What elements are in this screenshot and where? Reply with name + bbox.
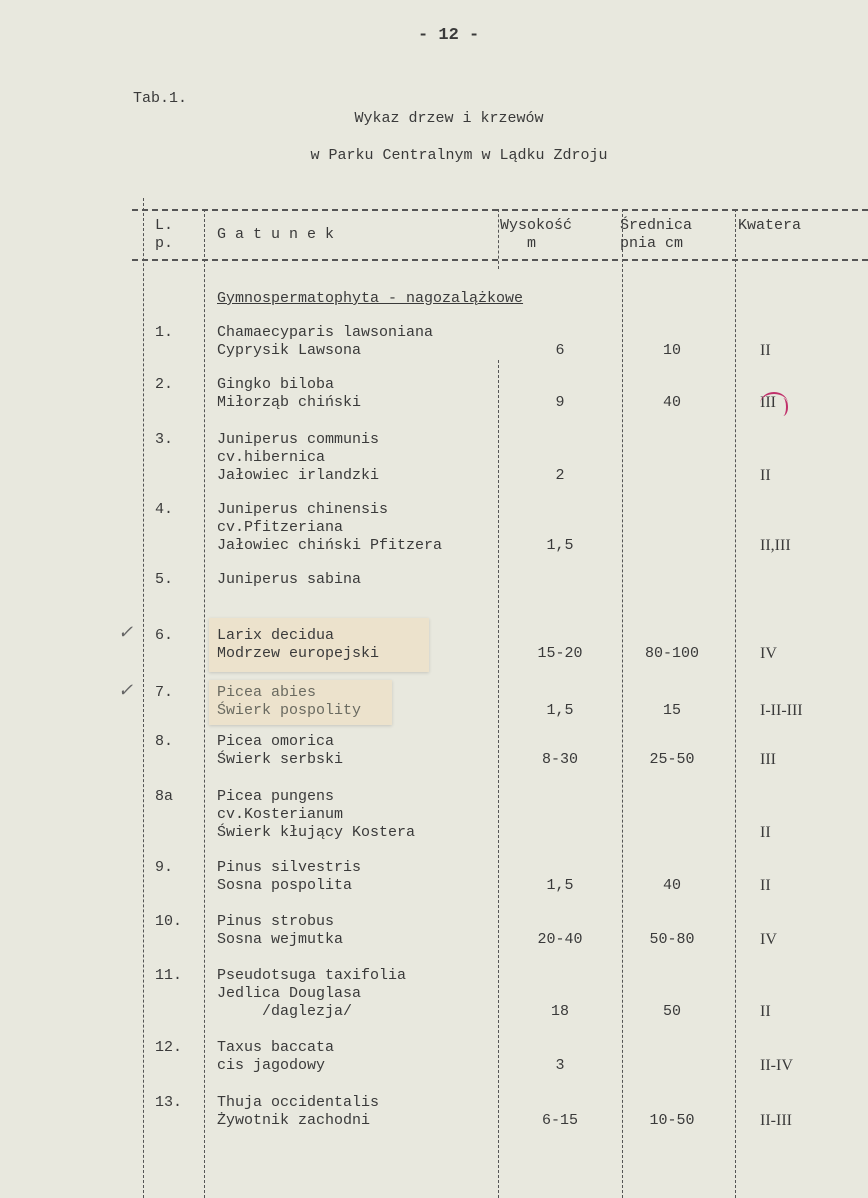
height-value: 6 [555, 342, 565, 359]
height-value: 3 [555, 1057, 565, 1074]
species-name: Picea abies Świerk pospolity [217, 684, 362, 719]
height-value: 18 [550, 1003, 569, 1020]
column-rule [498, 209, 499, 269]
height-value: 9 [555, 394, 565, 411]
height-value: 15-20 [537, 645, 583, 662]
species-name: Gingko biloba Miłorząb chiński [217, 376, 362, 411]
header-bottom-rule [132, 259, 868, 261]
header-kwatera: Kwatera [738, 217, 802, 234]
species-name: Picea pungens cv.Kosterianum Świerk kłujący Kostera [217, 788, 416, 841]
column-rule [498, 360, 499, 1198]
species-name: Juniperus sabina [217, 571, 362, 588]
check-mark: ✓ [118, 680, 134, 701]
species-name: Larix decidua Modrzew europejski [217, 627, 380, 662]
height-value: 6-15 [541, 1112, 578, 1129]
species-name: Juniperus communis cv.hibernica Jałowiec irlandzki [217, 431, 380, 484]
row-number: 9. [155, 859, 174, 876]
row-number: 2. [155, 376, 174, 393]
species-name: Pseudotsuga taxifolia Jedlica Douglasa /daglezja/ [217, 967, 407, 1020]
height-value: 20-40 [537, 931, 583, 948]
species-name: Pinus silvestris Sosna pospolita [217, 859, 362, 894]
quarter-value: IV [760, 931, 777, 948]
row-number: 10. [155, 913, 183, 930]
row-number: 13. [155, 1094, 183, 1111]
row-number: 1. [155, 324, 174, 341]
quarter-value: IV [760, 645, 777, 662]
header-lp: L. p. [155, 217, 174, 252]
species-name: Picea omorica Świerk serbski [217, 733, 344, 768]
check-mark: ✓ [118, 622, 134, 643]
column-rule [735, 209, 736, 1198]
diameter-value: 40 [662, 877, 681, 894]
quarter-value: II-III [760, 1112, 792, 1129]
species-name: Juniperus chinensis cv.Pfitzeriana Jałowiec chiński Pfitzera [217, 501, 443, 554]
quarter-value: II [760, 824, 771, 841]
section-heading: Gymnospermatophyta - nagozalążkowe [217, 290, 524, 307]
species-name: Pinus strobus Sosna wejmutka [217, 913, 344, 948]
height-value: 2 [555, 467, 565, 484]
row-number: 12. [155, 1039, 183, 1056]
header-wysokosc: Wysokość m [500, 217, 573, 252]
height-value: 8-30 [541, 751, 578, 768]
height-value: 1,5 [546, 702, 574, 719]
quarter-value: II [760, 1003, 771, 1020]
header-srednica: Średnica pnia cm [620, 217, 693, 252]
quarter-value: II,III [760, 537, 791, 554]
quarter-value: III [760, 751, 776, 768]
page-number: - 12 - [418, 26, 480, 45]
title-line-2: w Parku Centralnym w Lądku Zdroju [310, 147, 608, 164]
row-number: 4. [155, 501, 174, 518]
diameter-value: 40 [662, 394, 681, 411]
diameter-value: 15 [662, 702, 681, 719]
diameter-value: 10 [662, 342, 681, 359]
table-label: Tab.1. [133, 90, 188, 107]
title-line-1: Wykaz drzew i krzewów [354, 110, 544, 127]
quarter-value: II [760, 467, 771, 484]
species-name: Taxus baccata cis jagodowy [217, 1039, 335, 1074]
quarter-value: II-IV [760, 1057, 793, 1074]
row-number: 7. [155, 684, 174, 701]
row-number: 8. [155, 733, 174, 750]
quarter-value: II [760, 342, 771, 359]
diameter-value: 25-50 [649, 751, 695, 768]
table-top-rule [132, 209, 868, 211]
row-number: 8a [155, 788, 174, 805]
red-correction-mark [778, 398, 788, 416]
row-number: 3. [155, 431, 174, 448]
species-name: Thuja occidentalis Żywotnik zachodni [217, 1094, 380, 1129]
diameter-value: 50-80 [649, 931, 695, 948]
species-name: Chamaecyparis lawsoniana Cyprysik Lawsona [217, 324, 434, 359]
quarter-value: I-II-III [760, 702, 803, 719]
height-value: 1,5 [546, 537, 574, 554]
diameter-value: 50 [662, 1003, 681, 1020]
row-number: 6. [155, 627, 174, 644]
quarter-value: II [760, 877, 771, 894]
column-rule [204, 209, 205, 1198]
row-number: 11. [155, 967, 183, 984]
column-rule [143, 198, 144, 1198]
height-value: 1,5 [546, 877, 574, 894]
header-gatunek: G a t u n e k [217, 226, 335, 243]
row-number: 5. [155, 571, 174, 588]
diameter-value: 10-50 [649, 1112, 695, 1129]
diameter-value: 80-100 [644, 645, 699, 662]
quarter-value: III [760, 394, 776, 411]
